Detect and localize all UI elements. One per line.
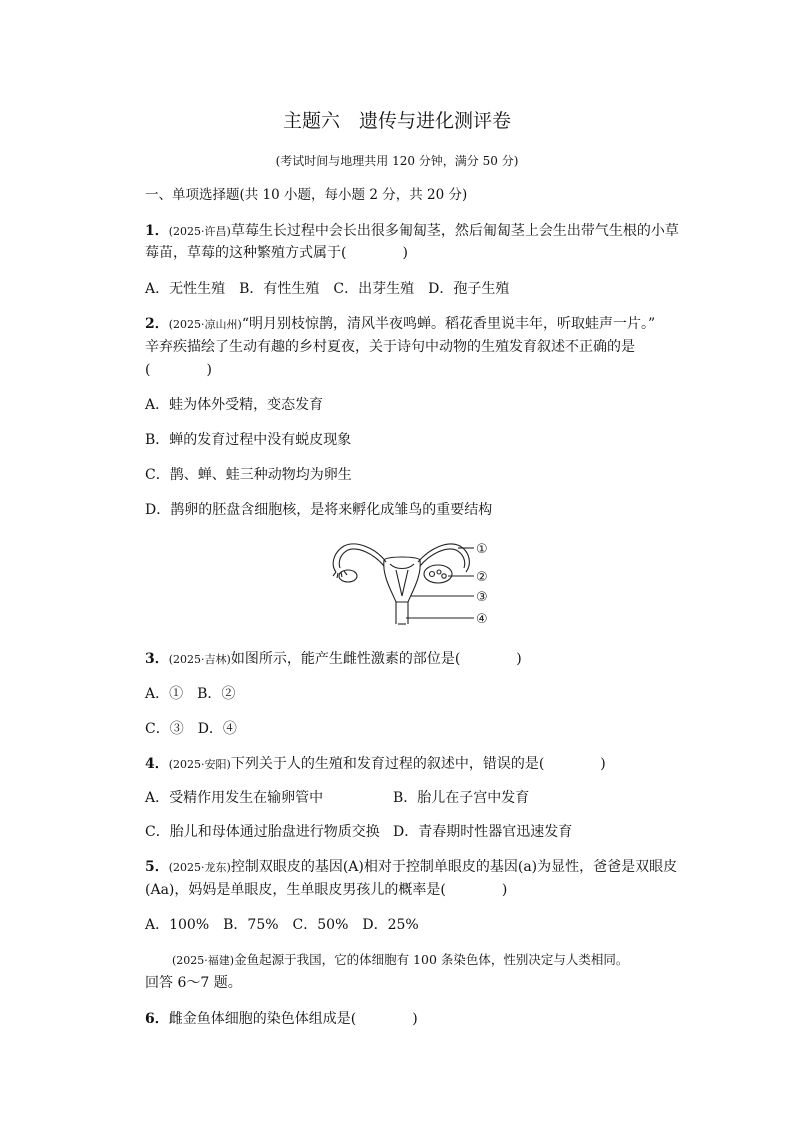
question-5-line-2: (Aa)，妈妈是单眼皮，生单眼皮男孩儿的概率是( ): [145, 882, 508, 898]
question-source: (2025·凉山州): [168, 318, 242, 331]
question-1-line-1: [145, 222, 679, 241]
diagram-label-3: ③: [476, 590, 488, 605]
diagram-label-4: ④: [476, 612, 488, 627]
question-2-option-a: A．蛙为体外受精，变态发育: [145, 397, 324, 413]
question-source: (2025·龙东): [168, 861, 231, 874]
question-4-option-c: C．胎儿和母体通过胎盘进行物质交换: [145, 824, 380, 840]
question-text: 草莓生长过程中会长出很多匍匐茎，然后匍匐茎上会生出带气生根的小草: [230, 223, 679, 239]
stem-6-7-line-1: [172, 951, 628, 970]
question-3-line-1: [145, 650, 522, 669]
question-4-option-b: B．胎儿在子宫中发育: [393, 790, 530, 806]
question-2-option-b: B．蝉的发育过程中没有蜕皮现象: [145, 432, 352, 448]
question-source: (2025·安阳): [168, 758, 231, 771]
question-2-option-c: C．鹊、蝉、蛙三种动物均为卵生: [145, 467, 352, 483]
question-3-options-2: C．③ D．④: [145, 721, 237, 737]
stem-text: 金鱼起源于我国，它的体细胞有 100 条染色体，性别决定与人类相同。: [234, 952, 629, 967]
question-2-line-1: [145, 315, 655, 334]
question-text: 雌金鱼体细胞的染色体组成是( ): [168, 1011, 418, 1027]
section-heading: 一、单项选择题(共 10 小题，每小题 2 分，共 20 分): [145, 187, 468, 203]
female-reproductive-system-diagram: [326, 536, 496, 630]
question-number: 1．: [145, 223, 169, 239]
exam-info: (考试时间与地理共用 120 分钟，满分 50 分): [275, 154, 519, 168]
question-number: 3．: [145, 651, 169, 667]
diagram-label-1: ①: [476, 542, 488, 557]
question-number: 5．: [145, 859, 169, 875]
question-text: 如图所示，能产生雌性激素的部位是( ): [230, 651, 522, 667]
question-5-options: A．100% B．75% C．50% D．25%: [145, 917, 419, 933]
question-4-option-row-2: [145, 823, 572, 841]
question-1-options: A．无性生殖 B．有性生殖 C．出芽生殖 D．孢子生殖: [145, 281, 510, 297]
question-2-option-d: D．鹊卵的胚盘含细胞核，是将来孵化成雏鸟的重要结构: [145, 502, 493, 518]
question-2-line-3: ( ): [145, 362, 212, 378]
question-source: (2025·许昌): [168, 225, 231, 238]
question-1-line-2: 莓苗，草莓的这种繁殖方式属于( ): [145, 245, 408, 261]
question-2-line-2: 辛弃疾描绘了生动有趣的乡村夏夜，关于诗句中动物的生殖发育叙述不正确的是: [145, 339, 635, 355]
question-number: 6．: [145, 1011, 169, 1027]
stem-source: (2025·福建): [172, 954, 235, 967]
question-6-line-1: [145, 1010, 418, 1028]
diagram-label-2: ②: [476, 570, 488, 585]
question-text: 下列关于人的生殖和发育过程的叙述中，错误的是( ): [230, 756, 606, 772]
question-number: 4．: [145, 756, 169, 772]
question-3-options-1: A．① B．②: [145, 686, 236, 702]
page-title: 主题六 遗传与进化测评卷: [282, 110, 511, 132]
question-4-option-row-1: [145, 789, 529, 807]
question-4-line-1: [145, 755, 606, 774]
stem-6-7-line-2: 回答 6～7 题。: [145, 975, 242, 991]
question-4-option-a: A．受精作用发生在输卵管中: [145, 790, 324, 806]
question-5-line-1: [145, 858, 677, 877]
question-text: “明月别枝惊鹊，清风半夜鸣蝉。稻花香里说丰年，听取蛙声一片。”: [241, 316, 656, 332]
question-source: (2025·吉林): [168, 653, 231, 666]
question-text: 控制双眼皮的基因(A)相对于控制单眼皮的基因(a)为显性，爸爸是双眼皮: [230, 859, 678, 875]
question-4-option-d: D．青春期时性器官迅速发育: [393, 824, 573, 840]
question-number: 2．: [145, 316, 169, 332]
